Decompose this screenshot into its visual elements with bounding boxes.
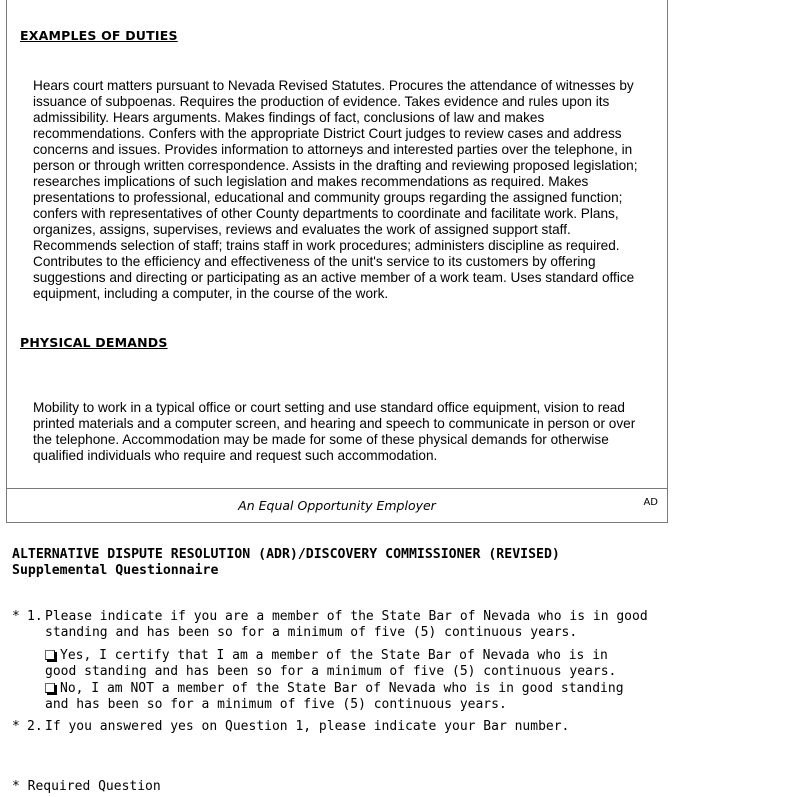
- checkbox-icon[interactable]: [45, 650, 55, 660]
- required-star: *: [12, 719, 20, 734]
- question-text: Please indicate if you are a member of the State Bar of Nevada who is in good standing and has been so for a minimum of five (5) continuous years.: [45, 609, 648, 640]
- question-1-option-no[interactable]: [45, 681, 645, 713]
- question-text: If you answered yes on Question 1, please indicate your Bar number.: [45, 719, 570, 734]
- physical-demands-text: Mobility to work in a typical office or court setting and use standard office equipment, vision to read printed materials and a computer screen, and hearing and speech to communicate in person or over the telephone. Accommodation may be made for some of these physical demands for otherwise qualified individuals who require and request such accommodation.: [33, 400, 636, 463]
- questionnaire-title-line1: ALTERNATIVE DISPUTE RESOLUTION (ADR)/DISCOVERY COMMISSIONER (REVISED): [12, 547, 560, 562]
- checkbox-icon[interactable]: [45, 683, 55, 693]
- job-description-box: [6, 0, 668, 523]
- required-question-note: * Required Question: [12, 779, 161, 794]
- footer-code: AD: [643, 497, 658, 508]
- questionnaire-title-line2: Supplemental Questionnaire: [12, 563, 219, 578]
- duties-text: Hears court matters pursuant to Nevada Revised Statutes. Procures the attendance of witnesses by issuance of subpoenas. Requires the production of evidence. Takes evidence and rules upon its admissibility. Hears arguments. Makes findings of fact, conclusions of law and makes recommendations. Confers with the appropriate District Court judges to review cases and address concerns and issues. Provides information to attorneys and interested parties over the telephone, in person or through written correspondence. Assists in the drafting and reviewing proposed legislation; researches implications of such legislation and makes recommendations as required. Makes presentations to professional, educational and community groups regarding the assigned function; confers with representatives of other County departments to coordinate and facilitate work. Plans, organizes, assigns, supervises, reviews and evaluates the work of assigned support staff. Recommends selection of staff; trains staff in work procedures; administers discipline as required. Contributes to the efficiency and effectiveness of the unit's service to its customers by offering suggestions and directing or participating as an active member of a work team. Uses standard office equipment, including a computer, in the course of the work.: [33, 78, 638, 301]
- question-number: 2.: [27, 719, 43, 734]
- questionnaire-title: [12, 547, 560, 579]
- question-1-option-yes[interactable]: [45, 648, 645, 680]
- duties-heading: EXAMPLES OF DUTIES: [20, 28, 178, 43]
- box-footer: [7, 488, 667, 522]
- option-label: Yes, I certify that I am a member of the State Bar of Nevada who is in good standing and has been so for a minimum of five (5) continuous years.: [45, 648, 617, 679]
- physical-demands-heading: PHYSICAL DEMANDS: [20, 335, 168, 350]
- equal-opportunity-text: An Equal Opportunity Employer: [238, 498, 436, 513]
- required-star: *: [12, 609, 20, 624]
- question-number: 1.: [27, 609, 43, 624]
- option-label: No, I am NOT a member of the State Bar of Nevada who is in good standing and has been so for a minimum of five (5) continuous years.: [45, 681, 624, 712]
